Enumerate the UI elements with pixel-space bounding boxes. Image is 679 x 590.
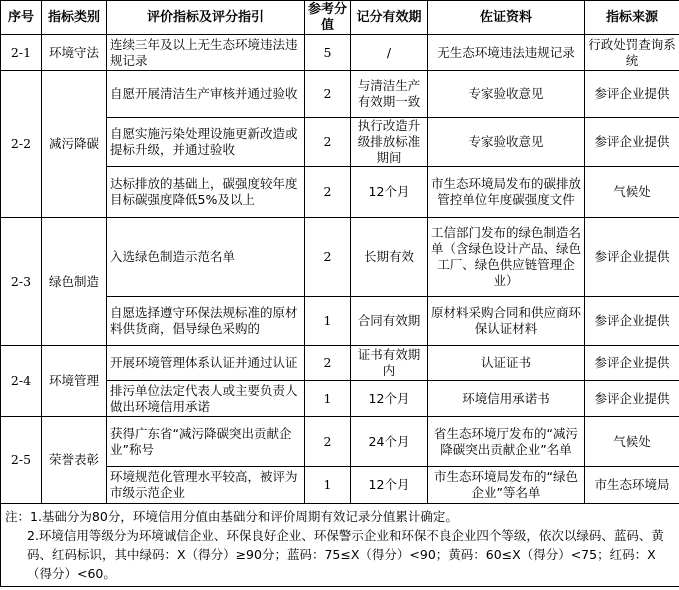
notes-cell xyxy=(1,504,679,587)
evidence-cell: 无生态环境违法违规记录 xyxy=(428,35,585,71)
header-row xyxy=(1,1,679,35)
source-cell: 行政处罚查询系统 xyxy=(585,35,679,71)
evidence-cell: 专家验收意见 xyxy=(428,118,585,167)
source-cell: 气候处 xyxy=(585,167,679,218)
header-indicator: 评价指标及评分指引 xyxy=(107,1,305,35)
indicator-cell: 达标排放的基础上，碳强度较年度目标碳强度降低5%及以上 xyxy=(107,167,305,218)
note-line-2: 2.环境信用等级分为环境诚信企业、环保良好企业、环保警示企业和环保不良企业四个等级，依次以绿码、蓝码、黄码、红码标识，其中绿码：X（得分）≥90分；蓝码：75≤X（得分）<90；黄码：60≤X（得分）<75；红码：X（得分）<60。 xyxy=(27,528,664,581)
evidence-cell: 原材料采购合同和供应商环保认证材料 xyxy=(428,297,585,346)
indicator-cell: 环境规范化管理水平较高，被评为市级示范企业 xyxy=(107,467,305,504)
evidence-cell: 认证证书 xyxy=(428,346,585,381)
header-serial: 序号 xyxy=(1,1,42,35)
group-id: 2-5 xyxy=(1,417,42,504)
source-cell: 参评企业提供 xyxy=(585,346,679,381)
indicator-cell: 自愿开展清洁生产审核并通过验收 xyxy=(107,71,305,118)
table-row xyxy=(1,71,679,118)
note-line-1: 注：1.基础分为80分，环境信用分值由基础分和评价周期有效记录分值累计确定。 xyxy=(5,509,458,524)
source-cell: 参评企业提供 xyxy=(585,118,679,167)
indicator-cell: 获得广东省“减污降碳突出贡献企业”称号 xyxy=(107,417,305,467)
group-category: 环境守法 xyxy=(42,35,107,71)
validity-cell: 12个月 xyxy=(351,381,428,417)
source-cell: 参评企业提供 xyxy=(585,381,679,417)
source-cell: 参评企业提供 xyxy=(585,71,679,118)
score-cell: 1 xyxy=(305,297,351,346)
group-category: 荣誉表彰 xyxy=(42,417,107,504)
table-row xyxy=(1,346,679,381)
evidence-cell: 环境信用承诺书 xyxy=(428,381,585,417)
evidence-cell: 市生态环境局发布的“绿色企业”等名单 xyxy=(428,467,585,504)
header-evidence: 佐证资料 xyxy=(428,1,585,35)
source-cell: 气候处 xyxy=(585,417,679,467)
indicator-cell: 连续三年及以上无生态环境违法违规记录 xyxy=(107,35,305,71)
group-id: 2-2 xyxy=(1,71,42,218)
source-cell: 参评企业提供 xyxy=(585,218,679,297)
header-validity: 记分有效期 xyxy=(351,1,428,35)
validity-cell: 24个月 xyxy=(351,417,428,467)
score-cell: 2 xyxy=(305,71,351,118)
validity-cell: 证书有效期内 xyxy=(351,346,428,381)
source-cell: 参评企业提供 xyxy=(585,297,679,346)
evidence-cell: 市生态环境局发布的碳排放管控单位年度碳强度文件 xyxy=(428,167,585,218)
score-cell: 1 xyxy=(305,467,351,504)
indicator-cell: 排污单位法定代表人或主要负责人做出环境信用承诺 xyxy=(107,381,305,417)
header-source: 指标来源 xyxy=(585,1,679,35)
source-cell: 市生态环境局 xyxy=(585,467,679,504)
evidence-cell: 工信部门发布的绿色制造名单（含绿色设计产品、绿色工厂、绿色供应链管理企业） xyxy=(428,218,585,297)
table-row xyxy=(1,417,679,467)
validity-cell: 长期有效 xyxy=(351,218,428,297)
score-cell: 2 xyxy=(305,417,351,467)
validity-cell: 执行改造升级排放标准期间 xyxy=(351,118,428,167)
score-cell: 2 xyxy=(305,167,351,218)
evidence-cell: 专家验收意见 xyxy=(428,71,585,118)
score-cell: 1 xyxy=(305,381,351,417)
indicator-cell: 自愿实施污染处理设施更新改造或提标升级，并通过验收 xyxy=(107,118,305,167)
evidence-cell: 省生态环境厅发布的“减污降碳突出贡献企业”名单 xyxy=(428,417,585,467)
table-row xyxy=(1,218,679,297)
validity-cell: 合同有效期 xyxy=(351,297,428,346)
table-row xyxy=(1,35,679,71)
group-id: 2-3 xyxy=(1,218,42,346)
group-id: 2-1 xyxy=(1,35,42,71)
indicator-cell: 自愿选择遵守环保法规标准的原材料供货商，倡导绿色采购的 xyxy=(107,297,305,346)
group-category: 减污降碳 xyxy=(42,71,107,218)
validity-cell: 与清洁生产有效期一致 xyxy=(351,71,428,118)
header-category: 指标类别 xyxy=(42,1,107,35)
validity-cell: 12个月 xyxy=(351,167,428,218)
score-cell: 2 xyxy=(305,346,351,381)
header-score: 参考分值 xyxy=(305,1,351,35)
score-cell: 5 xyxy=(305,35,351,71)
score-cell: 2 xyxy=(305,218,351,297)
indicator-cell: 开展环境管理体系认证并通过认证 xyxy=(107,346,305,381)
indicator-cell: 入选绿色制造示范名单 xyxy=(107,218,305,297)
validity-cell: / xyxy=(351,35,428,71)
score-cell: 2 xyxy=(305,118,351,167)
group-category: 绿色制造 xyxy=(42,218,107,346)
group-id: 2-4 xyxy=(1,346,42,417)
group-category: 环境管理 xyxy=(42,346,107,417)
validity-cell: 12个月 xyxy=(351,467,428,504)
notes-row xyxy=(1,504,679,587)
